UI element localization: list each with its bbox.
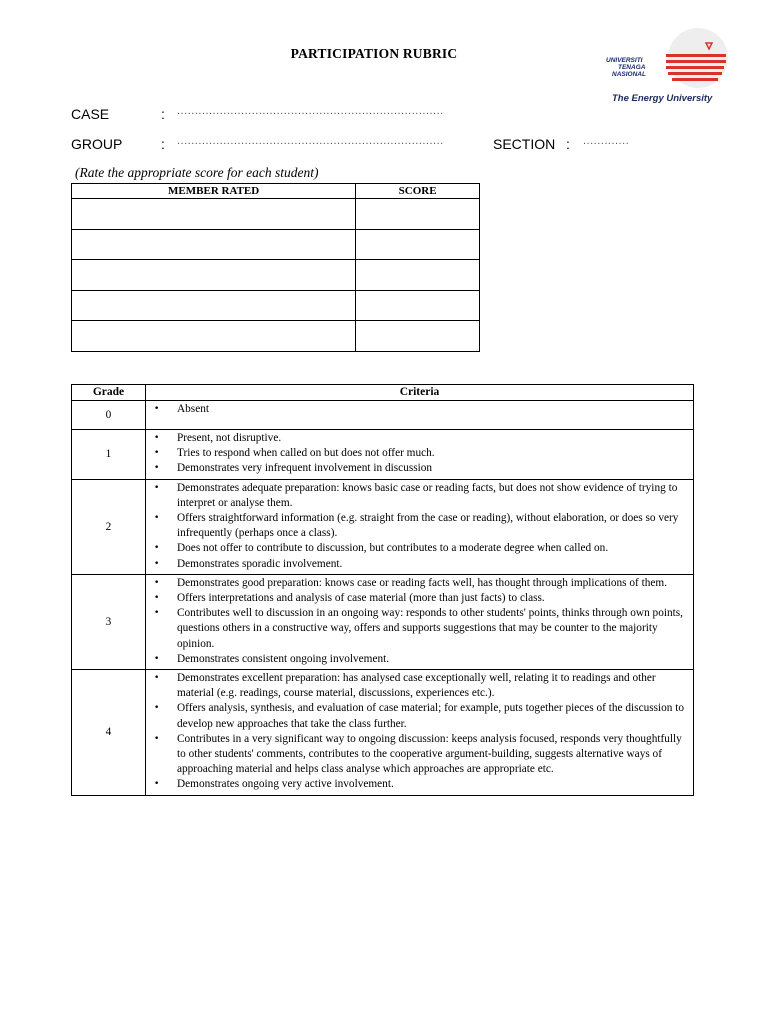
rubric-row	[72, 479, 694, 574]
grade-cell: 1	[72, 430, 146, 480]
grade-header: Grade	[72, 385, 146, 401]
criteria-item: • Tries to respond when called on but does not offer much.	[146, 446, 689, 461]
member-name-cell[interactable]	[72, 229, 356, 260]
group-label: GROUP	[71, 136, 123, 152]
criteria-item: • Demonstrates good preparation: knows case or reading facts well, has thought through implications of them.	[146, 576, 689, 591]
criteria-item: • Demonstrates adequate preparation: knows basic case or reading facts, but does not show evidence of trying to interpret or analyse them.	[146, 481, 689, 511]
case-dots[interactable]: ...........................................................................	[177, 105, 444, 117]
group-colon: :	[161, 136, 165, 152]
criteria-item: • Demonstrates sporadic involvement.	[146, 557, 689, 572]
grade-cell: 4	[72, 670, 146, 796]
group-field	[71, 136, 491, 154]
case-field	[71, 106, 491, 124]
criteria-cell	[146, 670, 694, 796]
criteria-item: • Demonstrates excellent preparation: has analysed case exceptionally well, relating it to readings and other material (e.g. readings, course material, discussions, experiences etc.).	[146, 671, 689, 701]
case-label: CASE	[71, 106, 110, 122]
grade-cell: 2	[72, 479, 146, 574]
criteria-cell	[146, 430, 694, 480]
member-score-cell[interactable]	[356, 290, 480, 321]
group-dots[interactable]: ...........................................................................	[177, 135, 444, 147]
grade-cell: 3	[72, 574, 146, 669]
criteria-list	[146, 671, 689, 793]
score-header: SCORE	[356, 184, 480, 199]
logo-line1: UNIVERSITI	[606, 57, 643, 64]
logo-line2: TENAGA	[618, 64, 646, 71]
page-title: PARTICIPATION RUBRIC	[290, 46, 458, 61]
criteria-cell	[146, 574, 694, 669]
rubric-row	[72, 670, 694, 796]
rubric-row	[72, 430, 694, 480]
rubric-row	[72, 574, 694, 669]
criteria-cell	[146, 479, 694, 574]
criteria-list	[146, 481, 689, 572]
criteria-list	[146, 402, 689, 417]
case-colon: :	[161, 106, 165, 122]
section-label: SECTION	[493, 136, 556, 152]
member-rating-table	[71, 183, 480, 352]
rubric-header-row	[72, 385, 694, 401]
criteria-item: • Demonstrates consistent ongoing involvement.	[146, 652, 689, 667]
section-field	[493, 136, 653, 154]
criteria-item: • Does not offer to contribute to discussion, but contributes to a moderate degree when called on.	[146, 541, 689, 556]
criteria-item: • Present, not disruptive.	[146, 431, 689, 446]
member-row	[72, 290, 480, 321]
member-name-cell[interactable]	[72, 321, 356, 352]
member-score-cell[interactable]	[356, 260, 480, 291]
criteria-item: • Absent	[146, 402, 689, 417]
member-score-cell[interactable]	[356, 321, 480, 352]
criteria-header: Criteria	[146, 385, 694, 401]
grade-criteria-table	[71, 384, 694, 796]
rubric-row	[72, 401, 694, 430]
section-dots[interactable]: .............	[583, 135, 630, 147]
member-table-header	[72, 184, 480, 199]
section-colon: :	[566, 136, 570, 152]
criteria-item: • Demonstrates ongoing very active involvement.	[146, 777, 689, 792]
logo-tagline: The Energy University	[612, 93, 713, 104]
logo-line3: NASIONAL	[612, 71, 646, 78]
criteria-item: • Demonstrates very infrequent involvement in discussion	[146, 461, 689, 476]
member-score-cell[interactable]	[356, 199, 480, 230]
criteria-item: • Offers interpretations and analysis of case material (more than just facts) to class.	[146, 591, 689, 606]
criteria-item: • Offers analysis, synthesis, and evaluation of case material; for example, puts together pieces of the discussion to develop new approaches that take the class further.	[146, 701, 689, 731]
member-row	[72, 199, 480, 230]
criteria-item: • Contributes well to discussion in an ongoing way: responds to other students' points, thinks through own points, questions others in a constructive way, offers and supports suggestions that may be counter to the majority opinion.	[146, 606, 689, 652]
criteria-item: • Contributes in a very significant way to ongoing discussion: keeps analysis focused, responds very thoughtfully to other students' comments, contributes to the cooperative argument-building, suggests alternative ways of approaching material and helps class analyse which approaches are appropriate etc.	[146, 732, 689, 778]
member-row	[72, 229, 480, 260]
member-rated-header: MEMBER RATED	[72, 184, 356, 199]
criteria-list	[146, 576, 689, 667]
member-row	[72, 260, 480, 291]
criteria-list	[146, 431, 689, 477]
member-name-cell[interactable]	[72, 260, 356, 291]
member-name-cell[interactable]	[72, 199, 356, 230]
member-score-cell[interactable]	[356, 229, 480, 260]
member-name-cell[interactable]	[72, 290, 356, 321]
grade-cell: 0	[72, 401, 146, 430]
criteria-item: • Offers straightforward information (e.g. straight from the case or reading), without elaboration, or does so very infrequently (perhaps once a class).	[146, 511, 689, 541]
criteria-cell	[146, 401, 694, 430]
instruction-text: (Rate the appropriate score for each student)	[75, 165, 319, 180]
member-row	[72, 321, 480, 352]
